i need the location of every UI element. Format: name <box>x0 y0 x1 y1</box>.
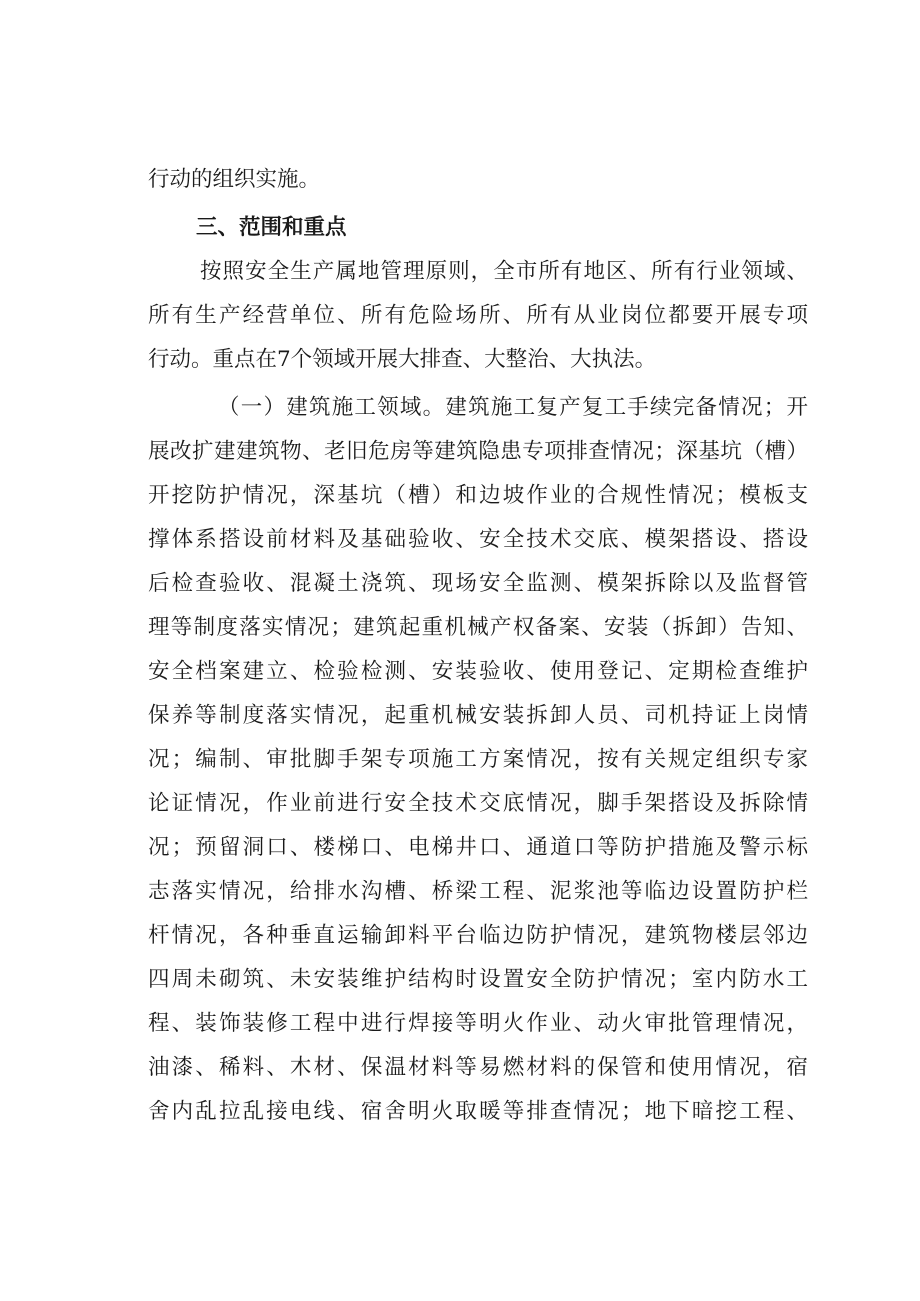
paragraph-line: 保养等制度落实情况，起重机械安装拆卸人员、司机持证上岗情 <box>148 703 808 728</box>
paragraph-line: 四周未砌筑、未安装维护结构时设置安全防护情况；室内防水工 <box>148 967 808 992</box>
paragraph-line: 理等制度落实情况；建筑起重机械产权备案、安装（拆卸）告知、 <box>148 615 808 640</box>
paragraph-line: 安全档案建立、检验检测、安装验收、使用登记、定期检查维护 <box>148 659 808 684</box>
paragraph-line: 按照安全生产属地管理原则，全市所有地区、所有行业领域、 <box>200 259 808 284</box>
paragraph-line: 油漆、稀料、木材、保温材料等易燃材料的保管和使用情况，宿 <box>148 1055 808 1080</box>
paragraph-line: 行动的组织实施。 <box>148 167 321 192</box>
paragraph-line: 论证情况，作业前进行安全技术交底情况，脚手架搭设及拆除情 <box>148 791 808 816</box>
paragraph-line: 程、装饰装修工程中进行焊接等明火作业、动火审批管理情况， <box>148 1011 808 1036</box>
paragraph-line: 杆情况，各种垂直运输卸料平台临边防护情况，建筑物楼层邻边 <box>148 923 808 948</box>
section-heading: 三、范围和重点 <box>196 215 347 240</box>
paragraph-line: 况；预留洞口、楼梯口、电梯井口、通道口等防护措施及警示标 <box>148 835 808 860</box>
paragraph-line: 展改扩建建筑物、老旧危房等建筑隐患专项排查情况；深基坑（槽） <box>148 439 808 464</box>
paragraph-line: 志落实情况，给排水沟槽、桥梁工程、泥浆池等临边设置防护栏 <box>148 879 808 904</box>
paragraph-line: 开挖防护情况，深基坑（槽）和边坡作业的合规性情况；模板支 <box>148 483 808 508</box>
paragraph-line: 况；编制、审批脚手架专项施工方案情况，按有关规定组织专家 <box>148 747 808 772</box>
paragraph-line: （一）建筑施工领域。建筑施工复产复工手续完备情况；开 <box>218 395 808 420</box>
paragraph-line: 舍内乱拉乱接电线、宿舍明火取暖等排查情况；地下暗挖工程、 <box>148 1099 808 1124</box>
paragraph-line: 后检查验收、混凝土浇筑、现场安全监测、模架拆除以及监督管 <box>148 571 808 596</box>
paragraph-line: 行动。重点在7个领域开展大排查、大整治、大执法。 <box>148 347 657 372</box>
paragraph-line: 所有生产经营单位、所有危险场所、所有从业岗位都要开展专项 <box>148 303 808 328</box>
paragraph-line: 撑体系搭设前材料及基础验收、安全技术交底、模架搭设、搭设 <box>148 527 808 552</box>
